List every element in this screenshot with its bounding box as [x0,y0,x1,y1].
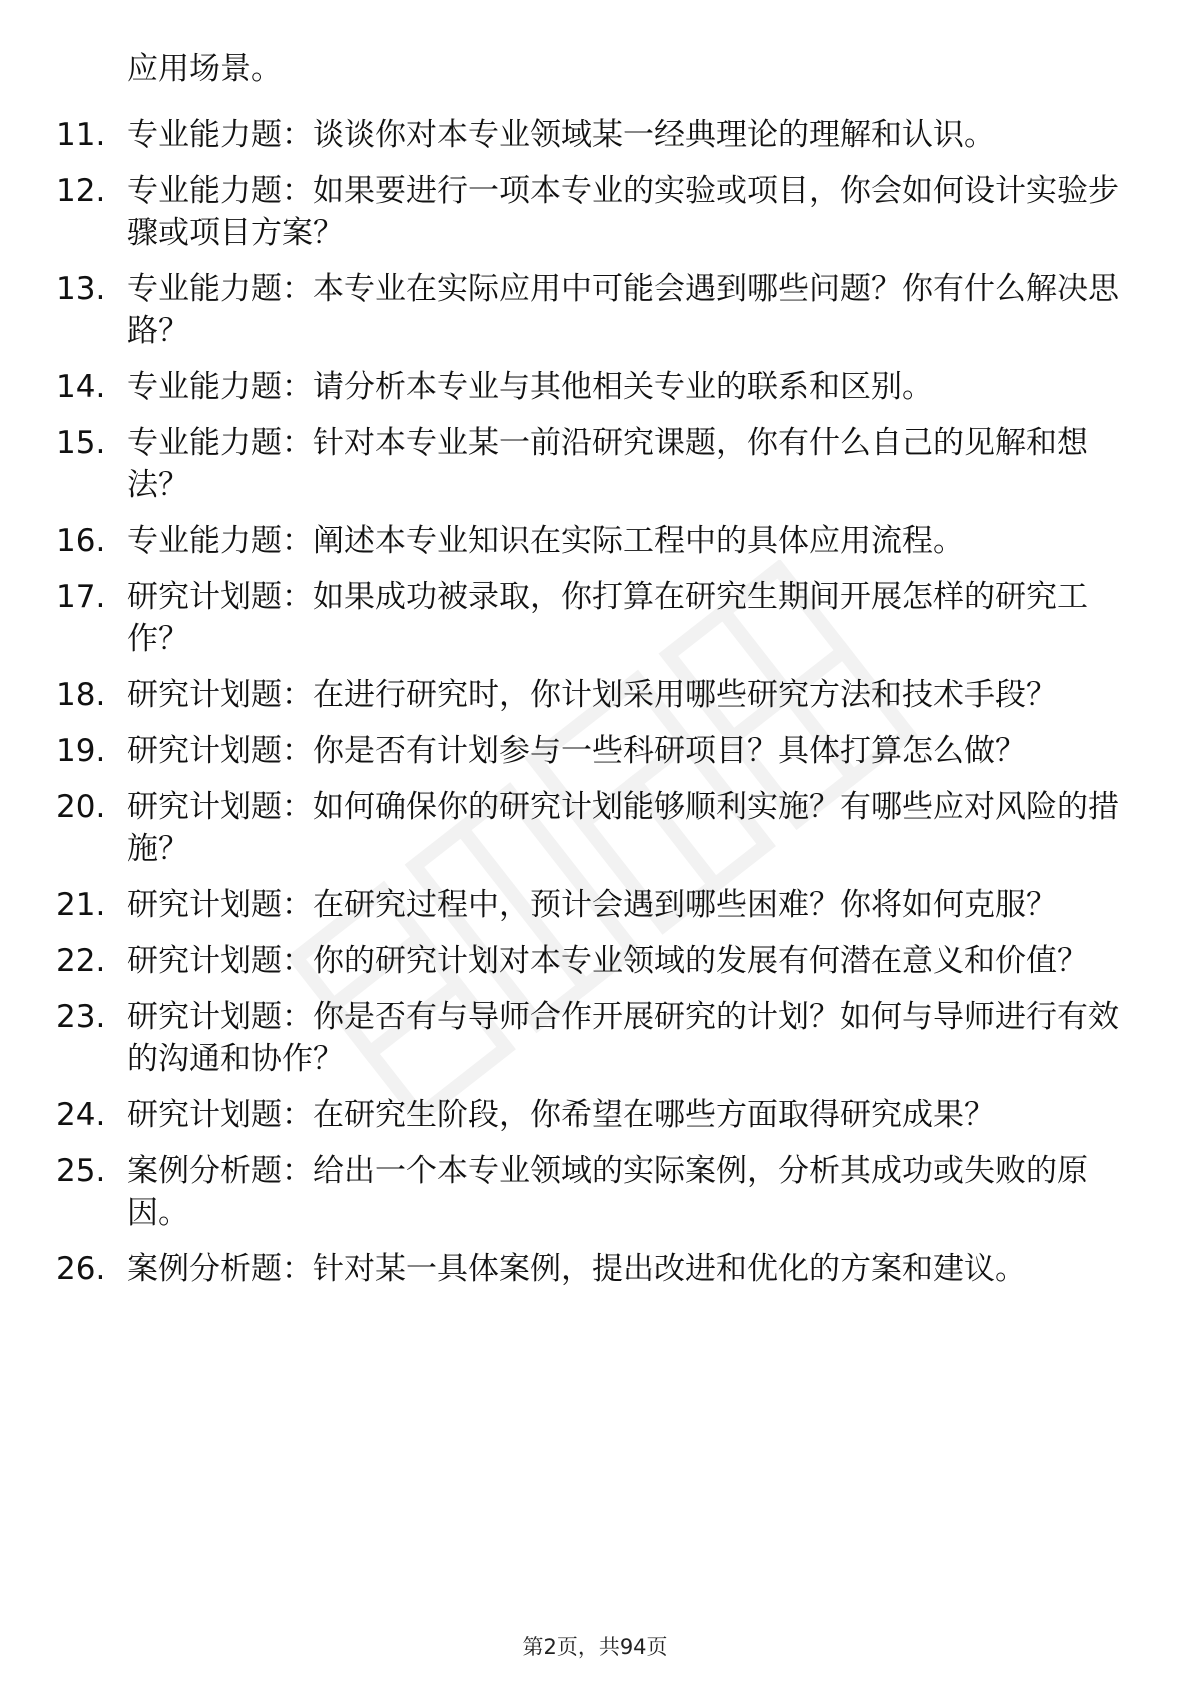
item-number: 14. [56,369,106,405]
item-number: 18. [56,677,106,713]
item-number: 24. [56,1097,106,1133]
list-item [0,940,1190,982]
list-item [0,1094,1190,1136]
list-item [0,786,1190,870]
item-number: 25. [56,1153,106,1189]
item-number: 12. [56,173,106,209]
question-list [0,114,1190,1290]
item-number: 13. [56,271,106,307]
item-number: 19. [56,733,106,769]
list-item [0,576,1190,660]
item-number: 22. [56,943,106,979]
item-number: 11. [56,117,106,153]
item-text: 研究计划题：在进行研究时，你计划采用哪些研究方法和技术手段？ [127,677,1057,713]
continuation-text: 应用场景。 [127,51,282,87]
item-text: 研究计划题：如何确保你的研究计划能够顺利实施？有哪些应对风险的措施？ [127,789,1119,867]
item-text: 研究计划题：你是否有计划参与一些科研项目？具体打算怎么做？ [127,733,1026,769]
item-text: 专业能力题：谈谈你对本专业领域某一经典理论的理解和认识。 [127,117,995,153]
list-item [0,884,1190,926]
item-number: 16. [56,523,106,559]
list-item [0,1150,1190,1234]
item-text: 专业能力题：针对本专业某一前沿研究课题，你有什么自己的见解和想法？ [127,425,1088,503]
item-number: 23. [56,999,106,1035]
item-text: 专业能力题：请分析本专业与其他相关专业的联系和区别。 [127,369,933,405]
list-item [0,422,1190,506]
item-text: 专业能力题：如果要进行一项本专业的实验或项目，你会如何设计实验步骤或项目方案？ [127,173,1119,251]
list-item [0,730,1190,772]
item-text: 专业能力题：阐述本专业知识在实际工程中的具体应用流程。 [127,523,964,559]
list-item [0,674,1190,716]
item-number: 17. [56,579,106,615]
item-text: 研究计划题：在研究过程中，预计会遇到哪些困难？你将如何克服？ [127,887,1057,923]
item-text: 案例分析题：针对某一具体案例，提出改进和优化的方案和建议。 [127,1251,1026,1287]
item-text: 案例分析题：给出一个本专业领域的实际案例，分析其成功或失败的原因。 [127,1153,1088,1231]
item-text: 研究计划题：你的研究计划对本专业领域的发展有何潜在意义和价值？ [127,943,1088,979]
page-footer: 第2页，共94页 [522,1635,668,1659]
item-text: 研究计划题：你是否有与导师合作开展研究的计划？如何与导师进行有效的沟通和协作？ [127,999,1119,1077]
page-content [0,48,1190,1304]
list-item [0,170,1190,254]
item-text: 研究计划题：如果成功被录取，你打算在研究生期间开展怎样的研究工作？ [127,579,1088,657]
list-item [0,366,1190,408]
list-item [0,520,1190,562]
item-text: 研究计划题：在研究生阶段，你希望在哪些方面取得研究成果？ [127,1097,995,1133]
item-number: 15. [56,425,106,461]
list-item [0,996,1190,1080]
list-item [0,268,1190,352]
item-number: 26. [56,1251,106,1287]
item-number: 21. [56,887,106,923]
list-item [0,1248,1190,1290]
item-text: 专业能力题：本专业在实际应用中可能会遇到哪些问题？你有什么解决思路？ [127,271,1119,349]
list-item [0,114,1190,156]
item-number: 20. [56,789,106,825]
